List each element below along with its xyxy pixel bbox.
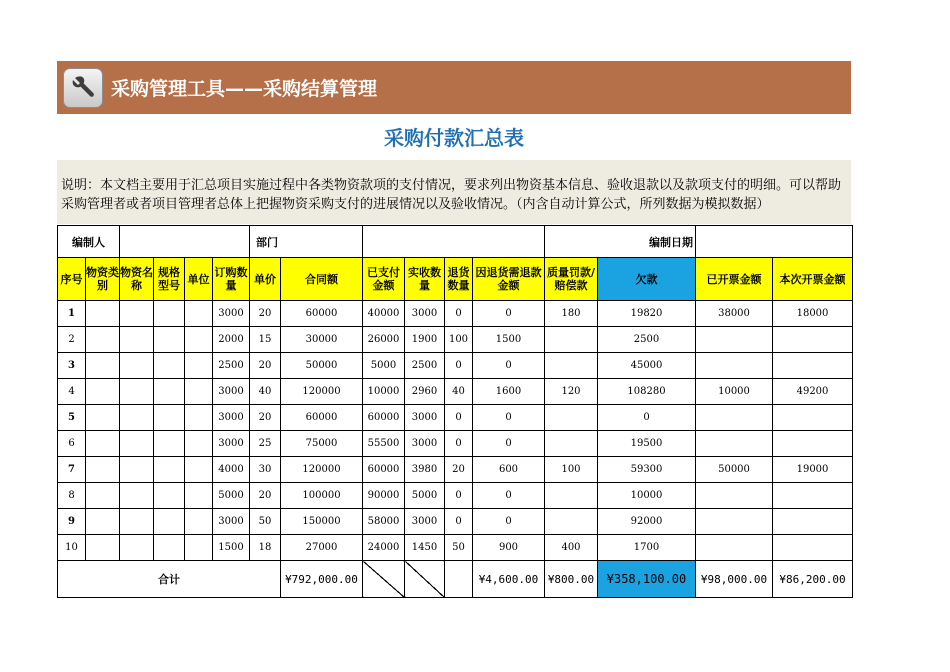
material-category-cell[interactable] [86,379,120,405]
penalty-amount-cell[interactable] [545,509,598,535]
material-name-cell[interactable] [120,327,154,353]
penalty-amount-cell[interactable]: 180 [545,301,598,327]
preparer-label: 编制人 [58,226,120,258]
material-category-cell[interactable] [86,327,120,353]
contract-amount-cell[interactable]: 50000 [281,353,363,379]
refund-amount-cell[interactable]: 600 [473,457,545,483]
contract-amount-cell[interactable]: 120000 [281,379,363,405]
unit-cell[interactable] [185,431,213,457]
info-row [58,226,853,258]
total-refund: ¥4,600.00 [473,561,545,598]
material-category-cell[interactable] [86,405,120,431]
table-row [58,483,853,509]
due-amount-cell[interactable]: 108280 [598,379,696,405]
returned-qty-cell[interactable]: 40 [445,379,473,405]
col-header: 合同额 [281,258,363,301]
returned-qty-cell[interactable]: 50 [445,535,473,561]
material-name-cell[interactable] [120,509,154,535]
received-qty-cell[interactable]: 5000 [405,483,445,509]
col-header: 单价 [250,258,281,301]
penalty-amount-cell[interactable]: 400 [545,535,598,561]
penalty-amount-cell[interactable] [545,483,598,509]
contract-amount-cell[interactable]: 75000 [281,431,363,457]
total-current: ¥86,200.00 [773,561,853,598]
returned-qty-cell[interactable]: 20 [445,457,473,483]
due-amount-cell[interactable]: 19820 [598,301,696,327]
col-header: 订购数量 [213,258,250,301]
order-qty-cell[interactable]: 4000 [213,457,250,483]
unit-cell[interactable] [185,483,213,509]
refund-amount-cell[interactable]: 0 [473,353,545,379]
refund-amount-cell[interactable]: 1500 [473,327,545,353]
contract-amount-cell[interactable]: 120000 [281,457,363,483]
table-row [58,405,853,431]
unit-price-cell[interactable]: 20 [250,301,281,327]
contract-amount-cell[interactable]: 60000 [281,405,363,431]
refund-amount-cell[interactable]: 0 [473,483,545,509]
due-amount-cell[interactable]: 45000 [598,353,696,379]
order-qty-cell[interactable]: 2000 [213,327,250,353]
unit-cell[interactable] [185,301,213,327]
unit-cell[interactable] [185,405,213,431]
due-amount-cell[interactable]: 10000 [598,483,696,509]
unit-cell[interactable] [185,535,213,561]
invoiced-amount-cell[interactable]: 10000 [696,379,773,405]
penalty-amount-cell[interactable] [545,353,598,379]
header-banner [57,61,851,114]
diagonal-cell [363,561,405,598]
col-header: 已支付金额 [363,258,405,301]
table-row [58,327,853,353]
refund-amount-cell[interactable]: 0 [473,509,545,535]
due-amount-cell[interactable]: 92000 [598,509,696,535]
current-invoice-amount-cell[interactable] [773,483,853,509]
unit-price-cell[interactable]: 20 [250,353,281,379]
received-qty-cell[interactable]: 2960 [405,379,445,405]
col-header: 质量罚款/赔偿款 [545,258,598,301]
current-invoice-amount-cell[interactable] [773,535,853,561]
paid-amount-cell[interactable]: 5000 [363,353,405,379]
refund-amount-cell[interactable]: 0 [473,431,545,457]
spec-model-cell[interactable] [154,301,185,327]
dept-label: 部门 [250,226,363,258]
spec-model-cell[interactable] [154,431,185,457]
paid-amount-cell[interactable]: 90000 [363,483,405,509]
material-name-cell[interactable] [120,379,154,405]
returned-qty-cell[interactable]: 0 [445,405,473,431]
total-due: ¥358,100.00 [598,561,696,598]
order-qty-cell[interactable]: 3000 [213,509,250,535]
date-label: 编制日期 [545,226,696,258]
column-header-row [58,258,853,301]
due-amount-cell[interactable]: 59300 [598,457,696,483]
due-amount-cell[interactable]: 1700 [598,535,696,561]
material-category-cell[interactable] [86,431,120,457]
payment-summary-table [57,225,853,598]
paid-amount-cell[interactable]: 24000 [363,535,405,561]
contract-amount-cell[interactable]: 30000 [281,327,363,353]
material-category-cell[interactable] [86,483,120,509]
unit-cell[interactable] [185,353,213,379]
contract-amount-cell[interactable]: 60000 [281,301,363,327]
penalty-amount-cell[interactable] [545,431,598,457]
date-value[interactable] [696,226,853,258]
total-invoiced: ¥98,000.00 [696,561,773,598]
row-index-cell[interactable]: 5 [58,405,86,431]
table-row [58,535,853,561]
unit-cell[interactable] [185,327,213,353]
invoiced-amount-cell[interactable] [696,405,773,431]
col-header: 本次开票金额 [773,258,853,301]
received-qty-cell[interactable]: 3000 [405,301,445,327]
received-qty-cell[interactable]: 2500 [405,353,445,379]
paid-amount-cell[interactable]: 55500 [363,431,405,457]
received-qty-cell[interactable]: 3000 [405,405,445,431]
unit-price-cell[interactable]: 20 [250,405,281,431]
col-header: 物资类别 [86,258,120,301]
table-row [58,379,853,405]
col-header: 单位 [185,258,213,301]
wrench-icon [63,68,103,108]
paid-amount-cell[interactable]: 58000 [363,509,405,535]
current-invoice-amount-cell[interactable] [773,327,853,353]
received-qty-cell[interactable]: 1900 [405,327,445,353]
invoiced-amount-cell[interactable] [696,431,773,457]
total-contract: ¥792,000.00 [281,561,363,598]
spec-model-cell[interactable] [154,379,185,405]
paid-amount-cell[interactable]: 60000 [363,457,405,483]
paid-amount-cell[interactable]: 40000 [363,301,405,327]
row-index-cell[interactable]: 7 [58,457,86,483]
total-fine: ¥800.00 [545,561,598,598]
invoiced-amount-cell[interactable]: 50000 [696,457,773,483]
sheet-title: 采购付款汇总表 [384,126,524,150]
spec-model-cell[interactable] [154,535,185,561]
spec-model-cell[interactable] [154,483,185,509]
preparer-value[interactable] [120,226,250,258]
material-name-cell[interactable] [120,535,154,561]
material-category-cell[interactable] [86,509,120,535]
invoiced-amount-cell[interactable] [696,509,773,535]
paid-amount-cell[interactable]: 26000 [363,327,405,353]
empty-cell [445,561,473,598]
due-amount-cell[interactable]: 19500 [598,431,696,457]
total-row [58,561,853,598]
material-name-cell[interactable] [120,457,154,483]
col-header: 退货数量 [445,258,473,301]
col-header: 物资名称 [120,258,154,301]
row-index-cell[interactable]: 2 [58,327,86,353]
col-header: 序号 [58,258,86,301]
contract-amount-cell[interactable]: 150000 [281,509,363,535]
unit-cell[interactable] [185,379,213,405]
order-qty-cell[interactable]: 3000 [213,431,250,457]
material-name-cell[interactable] [120,431,154,457]
order-qty-cell[interactable]: 3000 [213,301,250,327]
current-invoice-amount-cell[interactable] [773,405,853,431]
unit-price-cell[interactable]: 20 [250,483,281,509]
col-header: 规格型号 [154,258,185,301]
penalty-amount-cell[interactable]: 100 [545,457,598,483]
unit-cell[interactable] [185,509,213,535]
contract-amount-cell[interactable]: 100000 [281,483,363,509]
invoiced-amount-cell[interactable] [696,327,773,353]
table-row [58,353,853,379]
spec-model-cell[interactable] [154,457,185,483]
table-row [58,457,853,483]
penalty-amount-cell[interactable]: 120 [545,379,598,405]
penalty-amount-cell[interactable] [545,327,598,353]
table-row [58,301,853,327]
unit-price-cell[interactable]: 15 [250,327,281,353]
unit-price-cell[interactable]: 30 [250,457,281,483]
current-invoice-amount-cell[interactable] [773,509,853,535]
row-index-cell[interactable]: 6 [58,431,86,457]
row-index-cell[interactable]: 9 [58,509,86,535]
spec-model-cell[interactable] [154,405,185,431]
current-invoice-amount-cell[interactable]: 19000 [773,457,853,483]
due-amount-cell[interactable]: 2500 [598,327,696,353]
received-qty-cell[interactable]: 1450 [405,535,445,561]
returned-qty-cell[interactable]: 0 [445,301,473,327]
order-qty-cell[interactable]: 2500 [213,353,250,379]
refund-amount-cell[interactable]: 0 [473,405,545,431]
paid-amount-cell[interactable]: 10000 [363,379,405,405]
dept-value[interactable] [363,226,545,258]
current-invoice-amount-cell[interactable] [773,353,853,379]
invoiced-amount-cell[interactable] [696,483,773,509]
unit-price-cell[interactable]: 18 [250,535,281,561]
row-index-cell[interactable]: 1 [58,301,86,327]
total-label: 合计 [58,561,281,598]
row-index-cell[interactable]: 3 [58,353,86,379]
returned-qty-cell[interactable]: 100 [445,327,473,353]
table-row [58,431,853,457]
app-title: 采购管理工具——采购结算管理 [111,78,378,100]
current-invoice-amount-cell[interactable]: 49200 [773,379,853,405]
invoiced-amount-cell[interactable]: 38000 [696,301,773,327]
col-header: 因退货需退款金额 [473,258,545,301]
penalty-amount-cell[interactable] [545,405,598,431]
material-name-cell[interactable] [120,353,154,379]
spec-model-cell[interactable] [154,327,185,353]
current-invoice-amount-cell[interactable]: 18000 [773,301,853,327]
spec-model-cell[interactable] [154,353,185,379]
refund-amount-cell[interactable]: 900 [473,535,545,561]
material-category-cell[interactable] [86,353,120,379]
spec-model-cell[interactable] [154,509,185,535]
material-category-cell[interactable] [86,301,120,327]
col-header-due: 欠款 [598,258,696,301]
unit-price-cell[interactable]: 25 [250,431,281,457]
row-index-cell[interactable]: 10 [58,535,86,561]
refund-amount-cell[interactable]: 1600 [473,379,545,405]
unit-price-cell[interactable]: 50 [250,509,281,535]
material-name-cell[interactable] [120,301,154,327]
col-header: 实收数量 [405,258,445,301]
row-index-cell[interactable]: 8 [58,483,86,509]
received-qty-cell[interactable]: 3000 [405,509,445,535]
unit-price-cell[interactable]: 40 [250,379,281,405]
material-name-cell[interactable] [120,483,154,509]
refund-amount-cell[interactable]: 0 [473,301,545,327]
due-amount-cell[interactable]: 0 [598,405,696,431]
current-invoice-amount-cell[interactable] [773,431,853,457]
row-index-cell[interactable]: 4 [58,379,86,405]
invoiced-amount-cell[interactable] [696,535,773,561]
order-qty-cell[interactable]: 1500 [213,535,250,561]
returned-qty-cell[interactable]: 0 [445,431,473,457]
col-header: 已开票金额 [696,258,773,301]
contract-amount-cell[interactable]: 27000 [281,535,363,561]
received-qty-cell[interactable]: 3980 [405,457,445,483]
order-qty-cell[interactable]: 5000 [213,483,250,509]
returned-qty-cell[interactable]: 0 [445,483,473,509]
returned-qty-cell[interactable]: 0 [445,509,473,535]
invoiced-amount-cell[interactable] [696,353,773,379]
description-note: 说明：本文档主要用于汇总项目实施过程中各类物资款项的支付情况，要求列出物资基本信息、验收退款以及款项支付的明细。可以帮助采购管理者或者项目管理者总体上把握物资采购支付的进展情况以及验收情况。（内含自动计算公式，所列数据为模拟数据） [57,160,851,224]
diagonal-cell [405,561,445,598]
order-qty-cell[interactable]: 3000 [213,379,250,405]
material-category-cell[interactable] [86,457,120,483]
received-qty-cell[interactable]: 3000 [405,431,445,457]
material-name-cell[interactable] [120,405,154,431]
table-row [58,509,853,535]
paid-amount-cell[interactable]: 60000 [363,405,405,431]
returned-qty-cell[interactable]: 0 [445,353,473,379]
material-category-cell[interactable] [86,535,120,561]
order-qty-cell[interactable]: 3000 [213,405,250,431]
unit-cell[interactable] [185,457,213,483]
